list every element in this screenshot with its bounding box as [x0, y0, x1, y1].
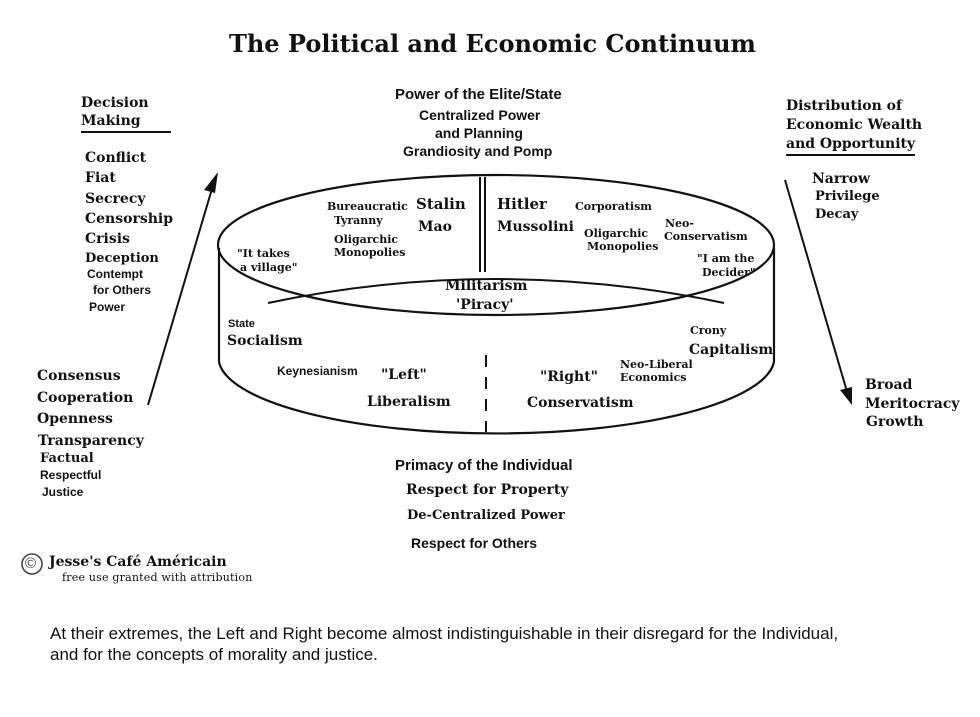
right-lower-2: Meritocracy — [865, 396, 960, 412]
list-item: Deception — [85, 251, 159, 267]
right-upper-2: Privilege — [815, 189, 880, 204]
bureaucratic-2: Tyranny — [334, 214, 383, 227]
bottom-line-3: Respect for Others — [411, 535, 538, 551]
distribution-heading-2: Economic Wealth — [786, 117, 923, 133]
left-small-2: for Others — [93, 283, 152, 297]
decider-1: "I am the — [697, 252, 755, 265]
state-label: State — [228, 318, 255, 330]
piracy-label: 'Piracy' — [456, 297, 514, 313]
left-oligarchic-1: Oligarchic — [334, 233, 399, 246]
militarism-label: Militarism — [445, 278, 528, 294]
bottom-line-2: De-Centralized Power — [407, 508, 565, 523]
liberalism-label: Liberalism — [367, 394, 451, 410]
socialism-label: Socialism — [227, 333, 303, 349]
neo-liberal-1: Neo-Liberal — [620, 358, 693, 371]
caption-line-2: and for the concepts of morality and justice. — [50, 645, 378, 664]
hitler-label: Hitler — [497, 195, 547, 213]
list-item: Cooperation — [37, 389, 134, 406]
top-heading: Power of the Elite/State — [395, 86, 562, 103]
bottom-heading: Primacy of the Individual — [395, 457, 573, 474]
list-item: Censorship — [85, 210, 173, 227]
keynesianism-label: Keynesianism — [277, 364, 358, 378]
list-item: Conflict — [85, 150, 147, 166]
right-arrowhead — [840, 387, 852, 405]
mao-label: Mao — [418, 219, 452, 235]
distribution-heading-underlined: and Opportunity — [786, 136, 915, 156]
left-lower-list — [37, 366, 144, 452]
neo-conservatism-2: Conservatism — [664, 230, 748, 243]
left-label: "Left" — [381, 367, 427, 383]
left-lower-small-2: Justice — [42, 485, 84, 499]
bottom-line-1: Respect for Property — [406, 482, 569, 498]
left-lower-small-1: Respectful — [40, 468, 102, 482]
top-line-2: and Planning — [435, 125, 523, 141]
copyright-icon: © — [25, 555, 37, 572]
right-oligarchic-1: Oligarchic — [584, 227, 649, 240]
left-small-1: Contempt — [87, 267, 143, 281]
decision-heading-2 — [81, 113, 171, 129]
list-item: Crisis — [85, 231, 130, 248]
stalin-label: Stalin — [416, 195, 466, 213]
distribution-heading-1: Distribution of — [786, 98, 903, 114]
decision-heading-underlined: Making — [81, 113, 171, 133]
left-lower-factual: Factual — [40, 451, 94, 466]
conservatism-label: Conservatism — [527, 395, 634, 411]
village-1: "It takes — [237, 247, 290, 260]
right-upper-1: Narrow — [812, 171, 871, 187]
bureaucratic-1: Bureaucratic — [327, 200, 408, 213]
list-item: Openness — [37, 411, 113, 427]
list-item: Secrecy — [85, 190, 146, 207]
caption-line-1: At their extremes, the Left and Right become almost indistinguishable in their disregard for the Individual, — [50, 624, 839, 643]
list-item: Transparency — [38, 432, 144, 449]
decision-heading-1: Decision — [81, 95, 149, 111]
capitalism-label: Capitalism — [689, 342, 774, 358]
crony-label: Crony — [690, 324, 727, 337]
distribution-heading-3 — [786, 136, 915, 152]
decider-2: Decider" — [702, 266, 756, 279]
left-upper-list — [85, 148, 173, 270]
neo-liberal-2: Economics — [620, 371, 687, 384]
neo-conservatism-1: Neo- — [665, 217, 694, 230]
top-line-3: Grandiosity and Pomp — [403, 143, 553, 159]
right-oligarchic-2: Monopolies — [587, 240, 659, 253]
left-small-3: Power — [89, 300, 126, 314]
top-line-1: Centralized Power — [419, 107, 541, 123]
left-arrowhead — [204, 172, 218, 193]
right-lower-1: Broad — [865, 377, 913, 393]
credit-name: Jesse's Café Américain — [49, 554, 227, 570]
mussolini-label: Mussolini — [497, 219, 574, 235]
list-item: Consensus — [37, 368, 121, 384]
village-2: a village" — [240, 261, 298, 274]
right-label: "Right" — [540, 369, 598, 385]
page-title: The Political and Economic Continuum — [229, 29, 756, 58]
left-oligarchic-2: Monopolies — [334, 246, 406, 259]
credit-note: free use granted with attribution — [62, 571, 253, 584]
list-item: Fiat — [85, 170, 116, 187]
right-lower-3: Growth — [866, 414, 924, 430]
corporatism-label: Corporatism — [575, 200, 652, 213]
right-upper-3: Decay — [815, 207, 859, 222]
